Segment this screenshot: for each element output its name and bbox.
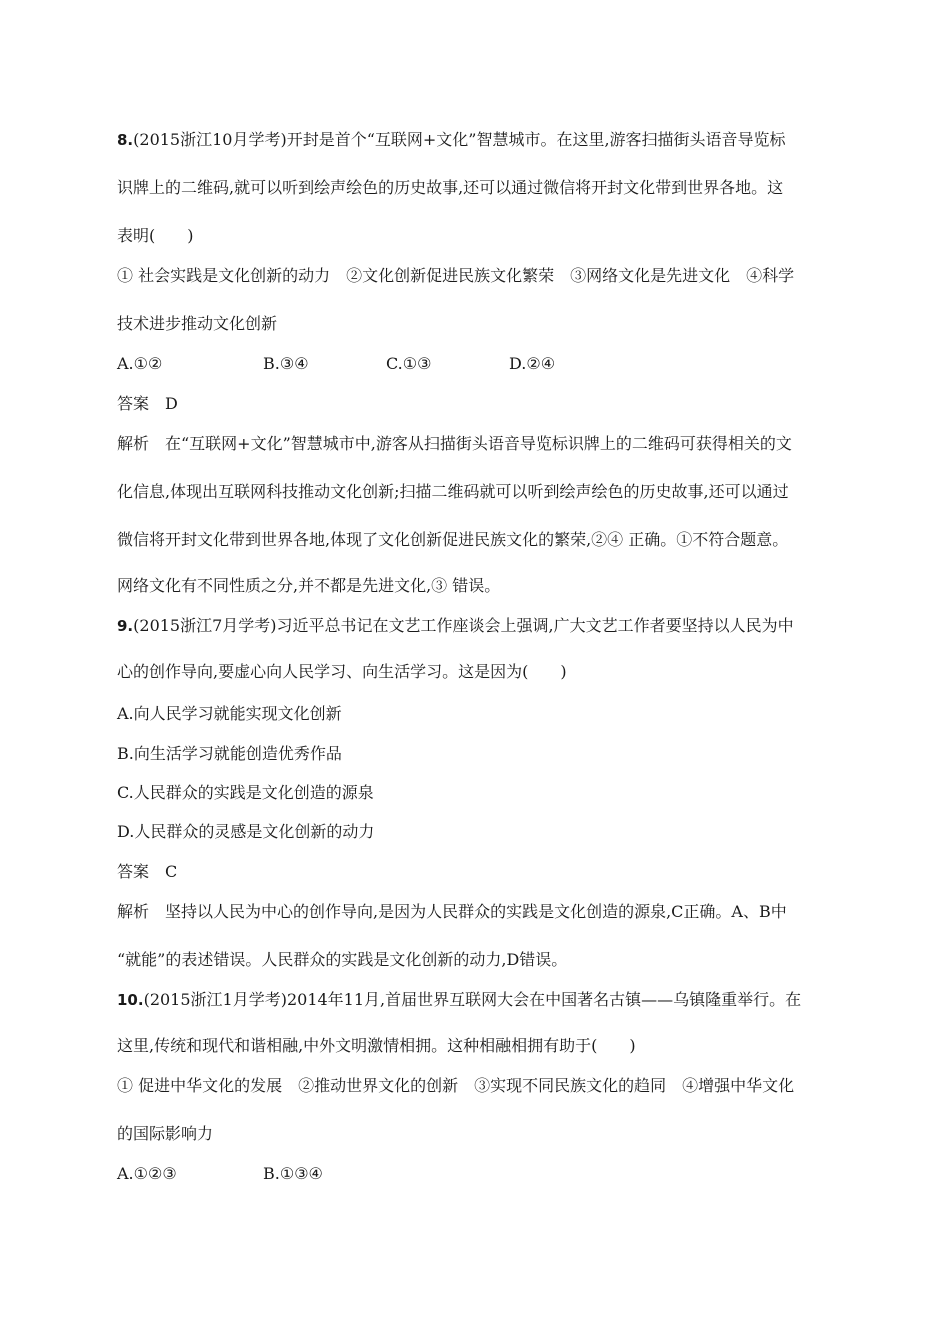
question-number: 9.: [117, 617, 134, 635]
question-8-analysis-line-2: 化信息,体现出互联网科技推动文化创新;扫描二维码就可以听到绘声绘色的历史故事,还可以通过: [117, 482, 789, 501]
question-10-statement-line-2: 的国际影响力: [117, 1124, 214, 1143]
question-9-option-b: B.向生活学习就能创造优秀作品: [117, 744, 342, 763]
question-9-option-c: C.人民群众的实践是文化创造的源泉: [117, 783, 374, 802]
question-number: 8.: [117, 131, 134, 149]
question-8-option-a: A.①②: [117, 354, 163, 373]
question-8-stem-line-1: 8.(2015浙江10月学考)开封是首个“互联网+文化”智慧城市。在这里,游客扫描街头语音导览标: [117, 130, 786, 149]
question-9-stem-line-2: 心的创作导向,要虚心向人民学习、向生活学习。这是因为( ): [117, 662, 567, 681]
question-9-stem-line-1: 9.(2015浙江7月学考)习近平总书记在文艺工作座谈会上强调,广大文艺工作者要坚持以人民为中: [117, 616, 794, 635]
question-8-analysis-line-3: 微信将开封文化带到世界各地,体现了文化创新促进民族文化的繁荣,②④ 正确。①不符合题意。: [117, 530, 789, 549]
question-10-option-a: A.①②③: [117, 1164, 177, 1183]
question-10-stem-line-1: 10.(2015浙江1月学考)2014年11月,首届世界互联网大会在中国著名古镇——乌镇隆重举行。在: [117, 990, 802, 1009]
question-8-option-c: C.①③: [386, 354, 432, 373]
question-10-stem-line-2: 这里,传统和现代和谐相融,中外文明激情相拥。这种相融相拥有助于( ): [117, 1036, 636, 1055]
question-8-option-b: B.③④: [263, 354, 309, 373]
question-9-analysis-line-2: “就能”的表述错误。人民群众的实践是文化创新的动力,D错误。: [117, 950, 568, 969]
question-9-option-d: D.人民群众的灵感是文化创新的动力: [117, 822, 375, 841]
question-8-analysis-line-1: 解析 在“互联网+文化”智慧城市中,游客从扫描街头语音导览标识牌上的二维码可获得相关的文: [117, 434, 792, 453]
question-number: 10.: [117, 991, 144, 1009]
question-10-statement-line-1: ① 促进中华文化的发展 ②推动世界文化的创新 ③实现不同民族文化的趋同 ④增强中华文化: [117, 1076, 795, 1095]
question-8-stem-line-3: 表明( ): [117, 226, 194, 245]
question-8-option-d: D.②④: [509, 354, 556, 373]
question-8-analysis-line-4: 网络文化有不同性质之分,并不都是先进文化,③ 错误。: [117, 576, 501, 595]
question-8-statement-line-1: ① 社会实践是文化创新的动力 ②文化创新促进民族文化繁荣 ③网络文化是先进文化 ④科学: [117, 266, 795, 285]
question-9-analysis-line-1: 解析 坚持以人民为中心的创作导向,是因为人民群众的实践是文化创造的源泉,C正确。A、B中: [117, 902, 787, 921]
question-8-statement-line-2: 技术进步推动文化创新: [117, 314, 278, 333]
question-9-answer: 答案 C: [117, 862, 178, 881]
question-10-option-b: B.①③④: [263, 1164, 323, 1183]
question-8-answer: 答案 D: [117, 394, 178, 413]
question-9-option-a: A.向人民学习就能实现文化创新: [117, 704, 342, 723]
question-8-stem-line-2: 识牌上的二维码,就可以听到绘声绘色的历史故事,还可以通过微信将开封文化带到世界各地。这: [117, 178, 784, 197]
